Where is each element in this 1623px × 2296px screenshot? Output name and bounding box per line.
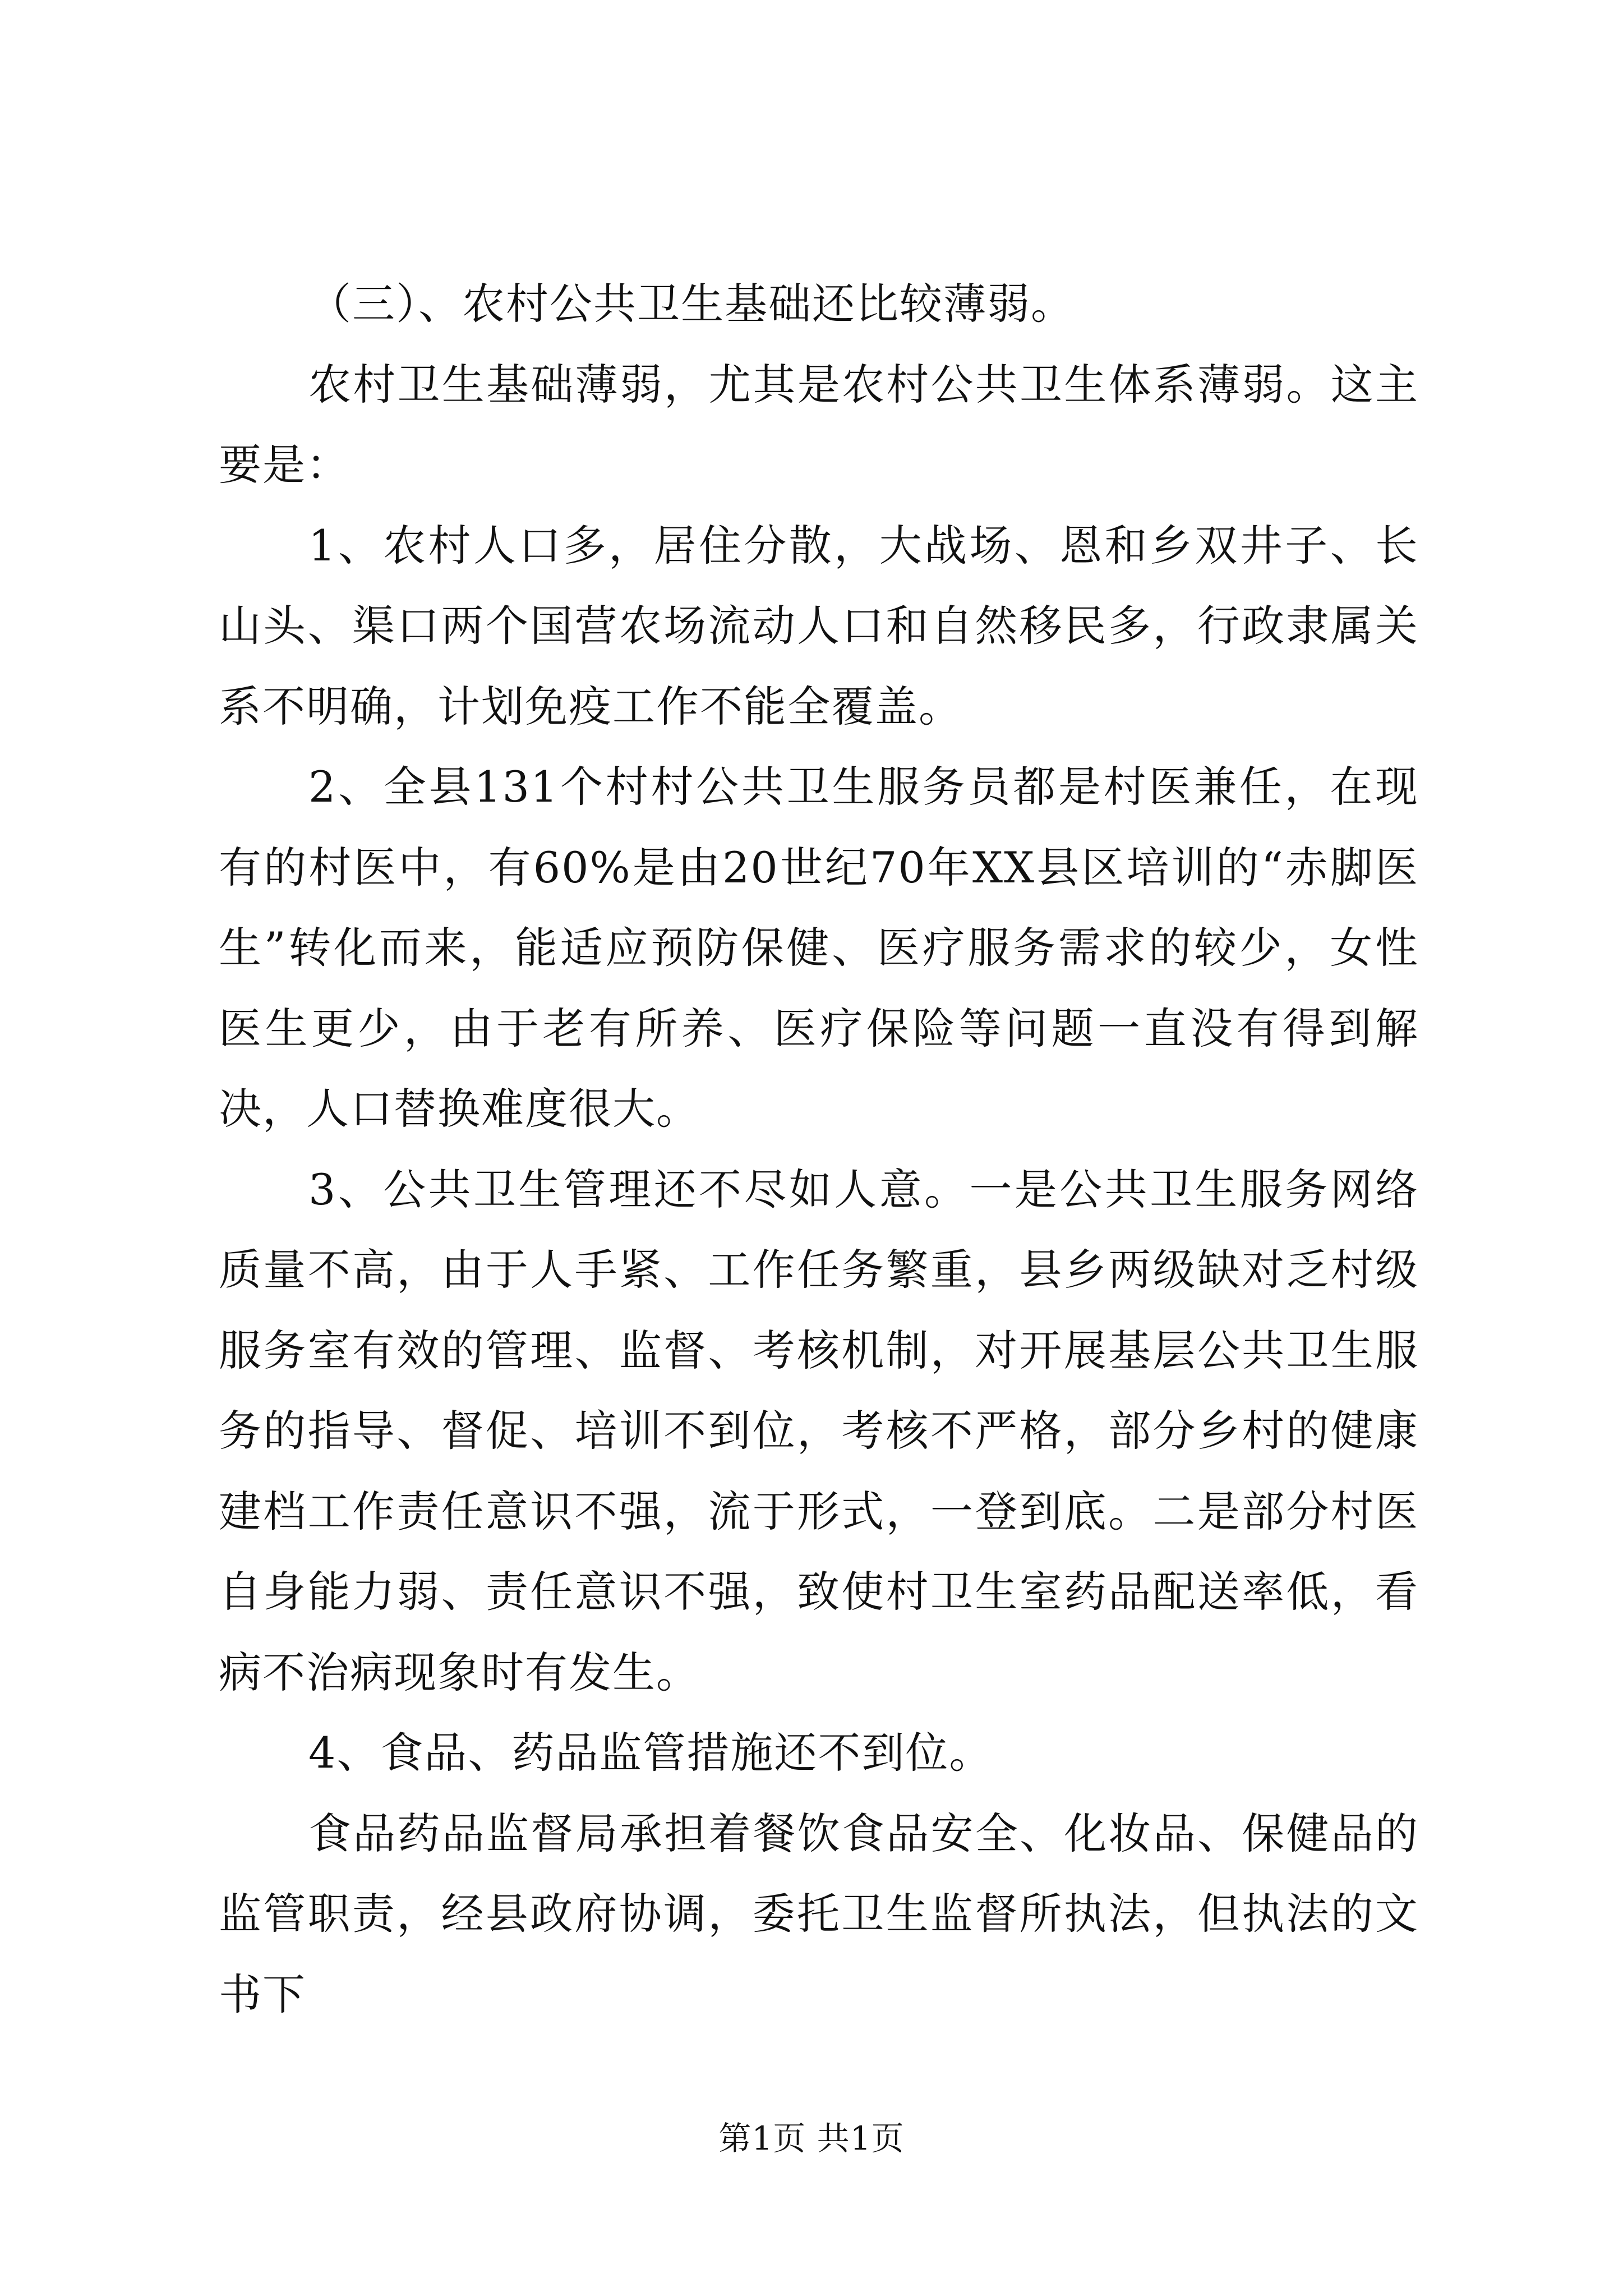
paragraph-item-4: 4、食品、药品监管措施还不到位。	[308, 1728, 993, 1778]
paragraph-section-heading: （三）、农村公共卫生基础还比较薄弱。	[308, 279, 1075, 329]
paragraph-item-1: 1、农村人口多，居住分散，大战场、恩和乡双井子、长山头、渠口两个国营农场流动人口和自然移民多，行政隶属关系不明确，计划免疫工作不能全覆盖。	[219, 520, 1419, 731]
document-body	[219, 264, 1419, 2035]
paragraph-item-3: 3、公共卫生管理还不尽如人意。一是公共卫生服务网络质量不高，由于人手紧、工作任务繁重，县乡两级缺对乏村级服务室有效的管理、监督、考核机制，对开展基层公共卫生服务的指导、督促、培训不到位，考核不严格，部分乡村的健康建档工作责任意识不强，流于形式，一登到底。二是部分村医自身能力弱、责任意识不强，致使村卫生室药品配送率低，看病不治病现象时有发生。	[219, 1164, 1419, 1697]
paragraph-food-drug: 食品药品监督局承担着餐饮食品安全、化妆品、保健品的监管职责，经县政府协调，委托卫生监督所执法，但执法的文书下	[219, 1808, 1419, 2019]
paragraph-intro: 农村卫生基础薄弱，尤其是农村公共卫生体系薄弱。这主要是：	[219, 359, 1419, 490]
paragraph-item-2: 2、全县131个村村公共卫生服务员都是村医兼任，在现有的村医中，有60%是由20世纪70年XX县区培训的“赤脚医生”转化而来，能适应预防保健、医疗服务需求的较少，女性医生更少，由于老有所养、医疗保险等问题一直没有得到解决，人口替换难度很大。	[219, 762, 1419, 1134]
page-footer: 第1页 共1页	[718, 2119, 905, 2157]
